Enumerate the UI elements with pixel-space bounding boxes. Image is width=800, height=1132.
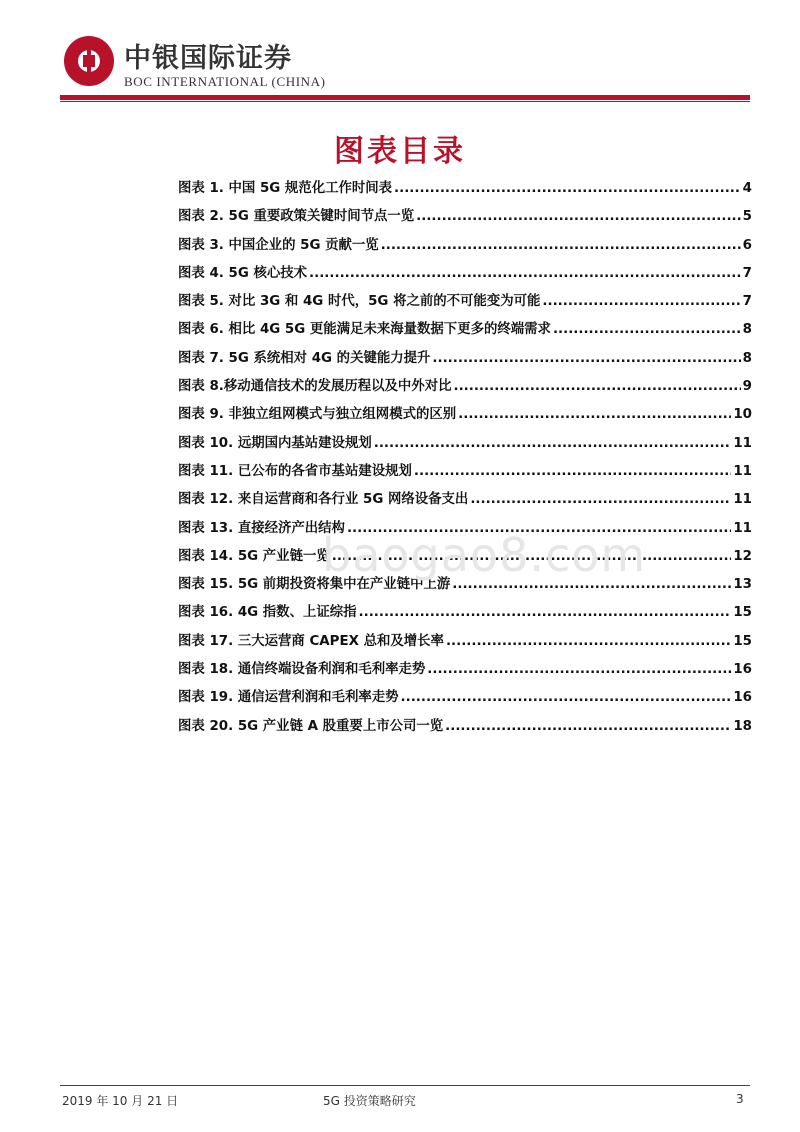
toc-entry-label: 图表 4. 5G 核心技术 [178, 265, 308, 281]
toc-entry-page: 16 [733, 690, 752, 706]
toc-entry-label: 图表 3. 中国企业的 5G 贡献一览 [178, 237, 379, 253]
toc-leader-dots [416, 209, 741, 224]
logo-mark-icon [64, 36, 114, 86]
toc-entry[interactable] [178, 658, 752, 686]
toc-entry[interactable] [178, 375, 752, 403]
toc-entry[interactable] [178, 290, 752, 318]
toc-leader-dots [458, 407, 731, 422]
toc-entry-page: 13 [733, 577, 752, 593]
watermark: baogao8.com [322, 528, 647, 582]
toc-entry-label: 图表 6. 相比 4G 5G 更能满足未来海量数据下更多的终端需求 [178, 322, 551, 338]
toc-entry[interactable] [178, 347, 752, 375]
toc-entry[interactable] [178, 488, 752, 516]
header-divider [60, 95, 750, 100]
toc-leader-dots [445, 719, 731, 734]
toc-entry-page: 11 [733, 463, 752, 479]
toc-entry-page: 15 [733, 605, 752, 621]
toc-leader-dots [427, 662, 731, 677]
toc-entry-page: 8 [742, 322, 752, 338]
toc-entry-label: 图表 15. 5G 前期投资将集中在产业链中上游 [178, 577, 451, 593]
toc-entry[interactable] [178, 630, 752, 658]
toc-entry-page: 7 [742, 265, 752, 281]
toc-entry[interactable] [178, 403, 752, 431]
toc-entry[interactable] [178, 318, 752, 346]
toc-entry-page: 11 [733, 435, 752, 451]
toc-entry-page: 15 [733, 633, 752, 649]
footer-title: 5G 投资策略研究 [323, 1094, 416, 1108]
toc-leader-dots [309, 266, 741, 281]
toc-leader-dots [553, 322, 741, 337]
toc-entry-label: 图表 5. 对比 3G 和 4G 时代，5G 将之前的不可能变为可能 [178, 294, 541, 310]
toc-entry-page: 18 [733, 718, 752, 734]
toc-entry-page: 5 [742, 209, 752, 225]
toc-entry-label: 图表 13. 直接经济产出结构 [178, 520, 345, 536]
toc-leader-dots [470, 492, 731, 507]
toc-entry-page: 11 [733, 492, 752, 508]
toc-entry-label: 图表 17. 三大运营商 CAPEX 总和及增长率 [178, 633, 444, 649]
toc-leader-dots [401, 690, 732, 705]
toc-entry-page: 7 [742, 294, 752, 310]
footer-divider [60, 1085, 750, 1086]
toc-entry[interactable] [178, 460, 752, 488]
toc-entry-label: 图表 11. 已公布的各省市基站建设规划 [178, 463, 412, 479]
toc-leader-dots [381, 238, 741, 253]
toc-entry-label: 图表 2. 5G 重要政策关键时间节点一览 [178, 209, 415, 225]
toc-leader-dots [414, 464, 731, 479]
toc-entry[interactable] [178, 205, 752, 233]
toc-entry-label: 图表 8.移动通信技术的发展历程以及中外对比 [178, 379, 452, 395]
toc-entry-label: 图表 19. 通信运营利润和毛利率走势 [178, 690, 399, 706]
toc-leader-dots [394, 181, 741, 196]
toc-leader-dots [432, 351, 740, 366]
toc-entry-page: 11 [733, 520, 752, 536]
toc-leader-dots [542, 294, 740, 309]
toc-entry[interactable] [178, 601, 752, 629]
toc-entry-label: 图表 10. 远期国内基站建设规划 [178, 435, 372, 451]
footer-page-number: 3 [736, 1092, 744, 1106]
toc-entry[interactable] [178, 432, 752, 460]
toc-entry-label: 图表 16. 4G 指数、上证综指 [178, 605, 357, 621]
toc-entry-page: 12 [733, 548, 752, 564]
toc-entry-label: 图表 18. 通信终端设备利润和毛利率走势 [178, 662, 426, 678]
footer-date: 2019 年 10 月 21 日 [62, 1094, 179, 1108]
logo-en: BOC INTERNATIONAL (CHINA) [124, 74, 326, 89]
toc-entry[interactable] [178, 177, 752, 205]
toc-entry-label: 图表 7. 5G 系统相对 4G 的关键能力提升 [178, 350, 431, 366]
toc-leader-dots [359, 605, 732, 620]
toc-entry-page: 10 [733, 407, 752, 423]
toc-entry[interactable] [178, 715, 752, 743]
page-title: 图表目录 [334, 134, 466, 169]
toc-leader-dots [446, 634, 731, 649]
toc-entry[interactable] [178, 262, 752, 290]
toc-entry-page: 6 [742, 237, 752, 253]
toc-entry[interactable] [178, 686, 752, 714]
toc-entry[interactable] [178, 234, 752, 262]
toc-entry-page: 16 [733, 662, 752, 678]
toc-entry-label: 图表 1. 中国 5G 规范化工作时间表 [178, 181, 393, 196]
toc-entry-label: 图表 14. 5G 产业链一览 [178, 548, 330, 564]
toc-leader-dots [454, 379, 741, 394]
toc-entry-page: 9 [742, 379, 752, 395]
toc-entry-page: 8 [742, 350, 752, 366]
logo-cn: 中银国际证券 [124, 43, 292, 74]
toc-entry-page: 4 [742, 181, 752, 196]
table-of-figures [178, 177, 752, 743]
toc-entry-label: 图表 9. 非独立组网模式与独立组网模式的区别 [178, 407, 457, 423]
toc-leader-dots [374, 436, 732, 451]
header-divider-thin [60, 101, 750, 102]
toc-entry-label: 图表 20. 5G 产业链 A 股重要上市公司一览 [178, 718, 444, 734]
toc-entry-label: 图表 12. 来自运营商和各行业 5G 网络设备支出 [178, 492, 469, 508]
